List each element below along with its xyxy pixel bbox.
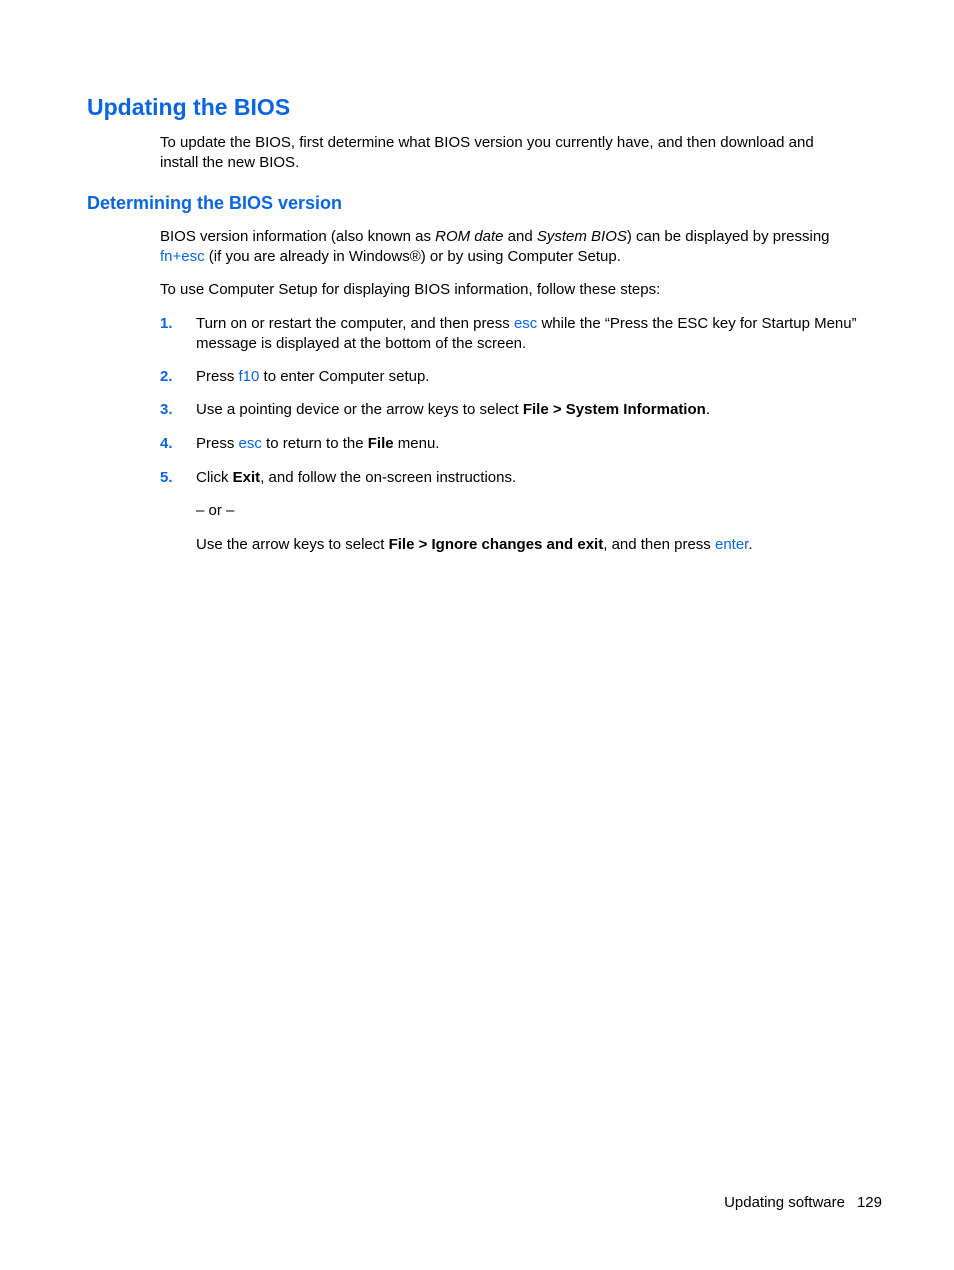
or-separator: – or – <box>196 502 235 519</box>
text: BIOS version information (also known as <box>160 228 436 245</box>
page-number: 129 <box>856 1194 882 1211</box>
bios-info-paragraph <box>160 227 882 266</box>
text: Press <box>196 368 239 385</box>
menu-item: Exit <box>232 469 261 486</box>
step-number: 4. <box>160 435 173 452</box>
step-number: 5. <box>160 469 173 486</box>
step-1 <box>160 314 882 353</box>
system-bios-term: System BIOS <box>536 228 627 245</box>
step-4 <box>160 434 882 454</box>
text: . <box>705 401 710 418</box>
page-heading: Updating the BIOS <box>87 94 291 120</box>
section-heading: Determining the BIOS version <box>87 193 343 213</box>
intro-line-2: install the new BIOS. <box>160 153 300 171</box>
text: message is displayed at the bottom of the screen. <box>196 334 527 352</box>
menu-path: File > System Information <box>522 401 706 418</box>
text: to return to the <box>261 435 368 452</box>
intro-line-1: To update the BIOS, first determine what BIOS version you currently have, and then download and <box>160 134 814 151</box>
step-text <box>196 367 882 387</box>
text: Use a pointing device or the arrow keys to select <box>196 401 523 418</box>
text: and <box>503 228 537 245</box>
key-fn-esc: fn+esc <box>160 247 205 265</box>
rom-date-term: ROM date <box>435 228 504 245</box>
text: to enter Computer setup. <box>259 368 430 385</box>
text: (if you are already in Windows®) or by using Computer Setup. <box>204 247 621 265</box>
text: , and then press <box>603 536 715 553</box>
text: , and follow the on-screen instructions. <box>260 469 517 486</box>
key-enter: enter <box>714 536 749 553</box>
footer-section-title: Updating software <box>724 1194 845 1211</box>
step-number: 2. <box>160 368 173 385</box>
step-text <box>196 314 882 353</box>
step-text <box>196 468 882 488</box>
step-text <box>196 434 882 454</box>
text: . <box>748 536 753 553</box>
step-number: 1. <box>160 315 173 332</box>
key-esc: esc <box>513 315 538 332</box>
menu-name: File <box>367 435 394 452</box>
key-esc: esc <box>238 435 262 452</box>
text: Press <box>196 435 239 452</box>
intro-paragraph <box>160 133 882 172</box>
page-footer <box>600 1193 882 1212</box>
menu-path: File > Ignore changes and exit <box>388 536 604 553</box>
step-5 <box>160 468 882 488</box>
text: menu. <box>393 435 440 452</box>
step-number: 3. <box>160 401 173 418</box>
text: ) can be displayed by pressing <box>626 228 830 245</box>
step-text <box>196 400 882 420</box>
key-f10: f10 <box>238 368 260 385</box>
step-2 <box>160 367 882 387</box>
setup-intro-paragraph: To use Computer Setup for displaying BIOS information, follow these steps: <box>160 281 661 298</box>
text: Use the arrow keys to select <box>196 536 389 553</box>
text: Click <box>196 469 233 486</box>
text: Turn on or restart the computer, and then press <box>196 315 514 332</box>
step-3 <box>160 400 882 420</box>
alternative-instruction <box>196 535 886 555</box>
text: while the “Press the ESC key for Startup Menu” <box>537 315 857 332</box>
